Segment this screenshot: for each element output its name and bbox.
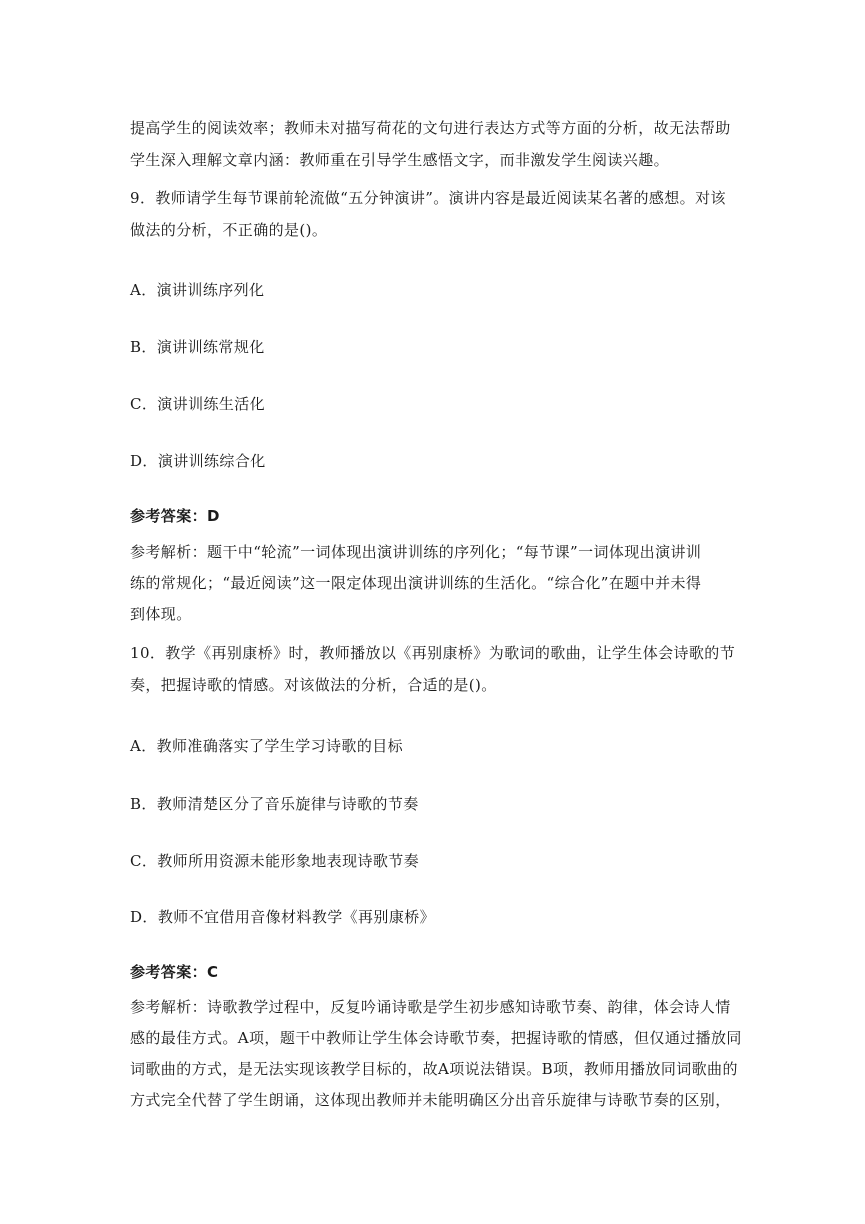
question-9-stem-line-1: 9．教师请学生每节课前轮流做“五分钟演讲”。演讲内容是最近阅读某名著的感想。对该 [130, 189, 726, 207]
question-10-stem-line-2: 奏，把握诗歌的情感。对该做法的分析，合适的是()。 [130, 676, 497, 694]
question-9-analysis-line-3: 到体现。 [130, 605, 192, 623]
question-9-stem-line-2: 做法的分析，不正确的是()。 [130, 221, 328, 239]
question-9-analysis-line-1: 参考解析：题干中“轮流”一词体现出演讲训练的序列化；“每节课”一词体现出演讲训 [130, 543, 702, 561]
question-10-analysis-line-4: 方式完全代替了学生朗诵，这体现出教师并未能明确区分出音乐旋律与诗歌节奏的区别， [130, 1091, 731, 1109]
continuation-line-2: 学生深入理解文章内涵：教师重在引导学生感悟文字，而非激发学生阅读兴趣。 [130, 151, 670, 169]
question-9-option-d: D．演讲训练综合化 [130, 452, 266, 470]
question-9-option-a: A．演讲训练序列化 [130, 281, 265, 299]
question-10-option-a: A．教师准确落实了学生学习诗歌的目标 [130, 737, 404, 755]
question-10-analysis-line-2: 感的最佳方式。A项，题干中教师让学生体会诗歌节奏，把握诗歌的情感，但仅通过播放同 [130, 1029, 742, 1047]
question-10-answer: 参考答案：C [130, 963, 219, 981]
question-10-stem-line-1: 10．教学《再别康桥》时，教师播放以《再别康桥》为歌词的歌曲，让学生体会诗歌的节 [130, 644, 736, 662]
question-10-analysis-line-1: 参考解析：诗歌教学过程中，反复吟诵诗歌是学生初步感知诗歌节奏、韵律，体会诗人情 [130, 998, 731, 1016]
question-9-analysis-line-2: 练的常规化；“最近阅读”这一限定体现出演讲训练的生活化。“综合化”在题中并未得 [130, 574, 702, 592]
question-9-option-c: C．演讲训练生活化 [130, 395, 266, 413]
question-9-answer: 参考答案：D [130, 507, 220, 525]
question-10-option-b: B．教师清楚区分了音乐旋律与诗歌的节奏 [130, 795, 419, 813]
question-10-option-d: D．教师不宜借用音像材料教学《再别康桥》 [130, 908, 436, 926]
question-10-analysis-line-3: 词歌曲的方式，是无法实现该教学目标的，故A项说法错误。B项，教师用播放同词歌曲的 [130, 1060, 738, 1078]
question-10-option-c: C．教师所用资源未能形象地表现诗歌节奏 [130, 852, 420, 870]
question-9-option-b: B．演讲训练常规化 [130, 338, 265, 356]
continuation-line-1: 提高学生的阅读效率；教师未对描写荷花的文句进行表达方式等方面的分析，故无法帮助 [130, 119, 731, 137]
